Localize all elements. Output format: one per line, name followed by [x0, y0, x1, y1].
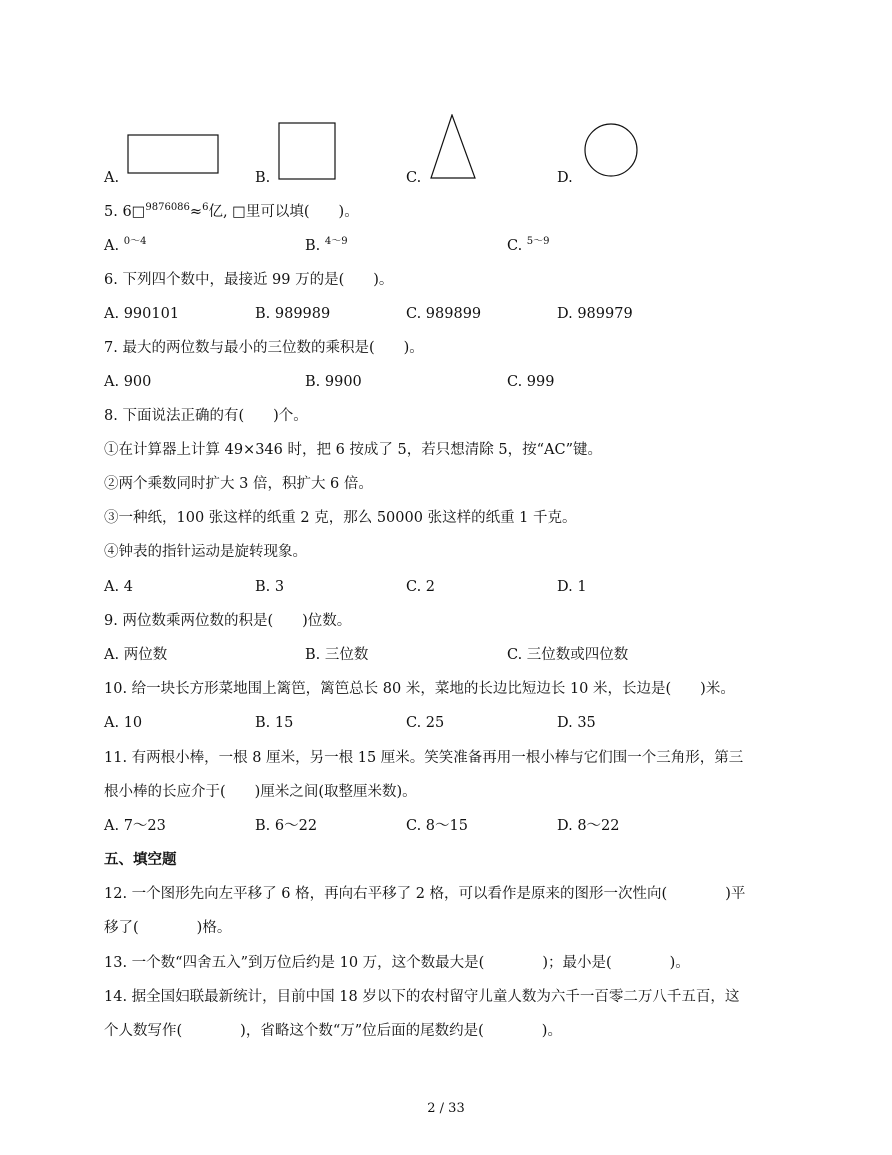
- q7-option-c: C. 999: [507, 374, 555, 390]
- q9-option-a: A. 两位数: [104, 647, 168, 663]
- q8-option-a: A. 4: [104, 579, 133, 595]
- q8-statement-3: ③一种纸，100 张这样的纸重 2 克，那么 50000 张这样的纸重 1 千克。: [104, 510, 577, 526]
- question-12-line-1: 12. 一个图形先向左平移了 6 格，再向右平移了 2 格，可以看作是原来的图形一次性向( )平: [104, 886, 746, 902]
- q6-option-d: D. 989979: [557, 306, 633, 322]
- q11-option-d: D. 8～22: [557, 818, 620, 834]
- q11-option-c: C. 8～15: [406, 818, 468, 834]
- q9-option-c: C. 三位数或四位数: [507, 647, 629, 663]
- shape-option-c-label: C.: [406, 170, 422, 186]
- question-12-line-2: 移了( )格。: [104, 920, 232, 936]
- rectangle-shape: [127, 134, 221, 176]
- q8-option-c: C. 2: [406, 579, 436, 595]
- q8-statement-4: ④钟表的指针运动是旋转现象。: [104, 544, 307, 560]
- q11-option-b: B. 6～22: [255, 818, 318, 834]
- question-8: 8. 下面说法正确的有( )个。: [104, 408, 308, 424]
- question-6: 6. 下列四个数中，最接近 99 万的是( )。: [104, 272, 394, 288]
- q10-option-a: A. 10: [104, 715, 143, 731]
- q5-option-c: C. $^{5\sim 9}$: [507, 236, 550, 254]
- question-10: 10. 给一块长方形菜地围上篱笆，篱笆总长 80 米，菜地的长边比短边长 10 米，长边是( )米。: [104, 681, 735, 697]
- q6-option-a: A. 990101: [104, 306, 180, 322]
- section-heading: 五、填空题: [104, 851, 177, 868]
- q6-option-b: B. 989989: [255, 306, 331, 322]
- triangle-shape: [429, 114, 477, 180]
- q8-statement-1: ①在计算器上计算 49×346 时，把 6 按成了 5，若只想清除 5，按“AC”键。: [104, 442, 602, 458]
- q10-option-d: D. 35: [557, 715, 596, 731]
- q7-option-b: B. 9900: [305, 374, 362, 390]
- question-7: 7. 最大的两位数与最小的三位数的乘积是( )。: [104, 340, 424, 356]
- page-number: 2 / 33: [427, 1101, 465, 1116]
- question-9: 9. 两位数乘两位数的积是( )位数。: [104, 613, 352, 629]
- shape-option-d-label: D.: [557, 170, 573, 186]
- shape-option-b-label: B.: [255, 170, 271, 186]
- shape-option-a-label: A.: [104, 170, 120, 186]
- question-14-line-1: 14. 据全国妇联最新统计，目前中国 18 岁以下的农村留守儿童人数为六千一百零二万八千五百，这: [104, 989, 740, 1005]
- q5-option-a: A. $^{0\sim 4}$: [104, 236, 147, 254]
- q8-statement-2: ②两个乘数同时扩大 3 倍，积扩大 6 倍。: [104, 476, 373, 492]
- question-5: 5. 6□$^{9876086}$≈$^6$亿, □里可以填( )。: [104, 202, 359, 220]
- q5-option-b: B. $^{4\sim 9}$: [305, 236, 348, 254]
- q8-option-b: B. 3: [255, 579, 285, 595]
- square-shape: [278, 122, 338, 180]
- question-11-line-1: 11. 有两根小棒，一根 8 厘米，另一根 15 厘米。笑笑准备再用一根小棒与它们围一个三角形，第三: [104, 750, 744, 766]
- q11-option-a: A. 7～23: [104, 818, 166, 834]
- q8-option-d: D. 1: [557, 579, 587, 595]
- q9-option-b: B. 三位数: [305, 647, 369, 663]
- q10-option-c: C. 25: [406, 715, 445, 731]
- q6-option-c: C. 989899: [406, 306, 482, 322]
- q10-option-b: B. 15: [255, 715, 294, 731]
- q7-option-a: A. 900: [104, 374, 152, 390]
- question-14-line-2: 个人数写作( )，省略这个数“万”位后面的尾数约是( )。: [104, 1023, 562, 1039]
- question-13: 13. 一个数“四舍五入”到万位后约是 10 万，这个数最大是( )；最小是( )。: [104, 955, 690, 971]
- question-11-line-2: 根小棒的长应介于( )厘米之间(取整厘米数)。: [104, 784, 417, 800]
- circle-shape: [583, 122, 641, 180]
